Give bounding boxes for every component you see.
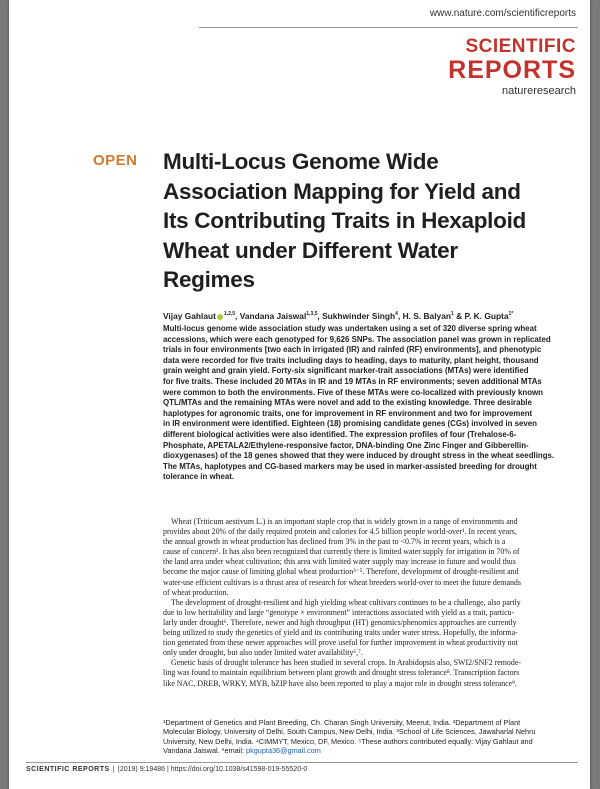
body-line: larly under drought⁶. Therefore, newer and high throughput (HT) genomics/phenomics approaches are currently — [163, 617, 517, 627]
title-line: Its Contributing Traits in Hexaploid — [163, 208, 526, 233]
author-name[interactable]: P. K. Gupta — [464, 310, 509, 321]
body-line: ling was found to maintain equilibrium between plant growth and drought stress tolerance⁸. Transcription factors — [163, 668, 520, 678]
abstract — [163, 324, 578, 483]
abstract-line: haplotypes for agronomic traits, one for improvement in RF environment and two for improvement — [163, 408, 533, 418]
affiliations — [163, 718, 578, 756]
author-name[interactable]: Sukhwinder Singh — [322, 310, 396, 321]
body-line: being utilized to study the genetics of yield and its contributing traits under water stress. Hopefully, the informa- — [163, 628, 518, 638]
affiliation-line: Molecular Biology, University of Delhi, South Campus, New Delhi, India. ³School of Life Sciences, Jawaharlal Nehru — [163, 727, 536, 737]
author-affiliation: 1* — [508, 311, 514, 317]
page-footer — [26, 766, 586, 773]
author-affiliation: 1 — [450, 311, 454, 317]
title-line: Multi-Locus Genome Wide — [163, 149, 439, 174]
abstract-line: trials in four environments [two each in irrigated (IR) and rainfed (RF) environments], and phenotypic — [163, 345, 542, 355]
abstract-line: grain weight and grain yield. Forty-six significant marker-trait associations (MTAs) were identified — [163, 366, 529, 376]
author-affiliation: 4 — [395, 311, 398, 317]
journal-logo — [448, 37, 576, 98]
article-page — [9, 0, 590, 789]
body-line: provides about 20% of the daily required protein and calories for 4.5 billion people world-over¹. In recent years, — [163, 527, 517, 537]
abstract-line: for five traits. These included 20 MTAs in IR and 19 MTAs in RF environments; seven additional MTAs — [163, 376, 542, 386]
author-name[interactable]: Vandana Jaiswal — [239, 310, 307, 321]
body-line: water-use efficient cultivars is a thrust area of research for wheat breeders world-over to meet the future demands — [163, 577, 521, 587]
author-name[interactable]: Vijay Gahlaut — [163, 310, 216, 321]
abstract-line: data were recorded for five traits including days to heading, days to maturity, plant height, thousand — [163, 355, 539, 365]
footer-citation[interactable]: (2019) 9:19486 | https://doi.org/10.1038/s41598-019-55520-0 — [117, 766, 308, 773]
abstract-line: were common to both the environments. Five of these MTAs were co-localized with previously known — [163, 387, 543, 397]
abstract-line: accessions, which were each genotyped for 9,626 SNPs. The association panel was grown in replicated — [163, 334, 551, 344]
body-line: become the major cause of limiting global wheat production³⁻⁵. Therefore, development of drought-resilient and — [163, 567, 519, 577]
abstract-line: tolerance in wheat. — [163, 472, 235, 482]
logo-line-scientific: SCIENTIFIC — [465, 36, 576, 57]
author-affiliation: 1,3,5 — [306, 311, 318, 317]
title-line: Regimes — [163, 267, 255, 292]
body-line: the land area under wheat cultivation; this area with limited water supply may increase in future and would thus — [163, 557, 516, 567]
abstract-line: different biological activities were also identified. The expression profiles of four (Trehalose-6- — [163, 429, 517, 439]
author-list: Vijay Gahlaut $^{1,2,5}$, Vandana Jaiswal$^{1,3,5}$, Sukhwinder Singh$^4$, H. S. Balyan$^1$ & P. K. Gupta$^{1*}$ — [163, 310, 514, 321]
body-line: due to low heritability and large “genotype × environment” interactions associated with yield as a trait, particu- — [163, 607, 515, 617]
abstract-line: QTL/MTAs and the remaining MTAs were novel and add to the existing knowledge. Three desirable — [163, 398, 532, 408]
affiliation-line — [163, 746, 578, 755]
body-text — [163, 517, 578, 689]
logo-publisher: natureresearch — [502, 85, 576, 97]
body-line: tion generated from these newer approaches will prove useful for further improvement in wheat productivity not — [163, 638, 518, 648]
body-line: only under drought, but also under limited water availability⁶,⁷. — [163, 648, 363, 658]
orcid-icon[interactable] — [217, 314, 223, 320]
header-rule — [199, 27, 578, 28]
abstract-line: Multi-locus genome wide association study was undertaken using a set of 320 diverse spring wheat — [163, 324, 537, 333]
abstract-line: The MTAs, haplotypes and CG-based markers may be used in marker-assisted breeding for drought — [163, 461, 537, 471]
logo-line-reports: REPORTS — [448, 56, 576, 84]
footer-rule — [26, 762, 578, 763]
body-line: Genetic basis of drought tolerance has been studied in several crops. In Arabidopsis also, SWI2/SNF2 remode- — [171, 658, 521, 668]
article-title — [163, 147, 583, 295]
body-line: The development of drought-resilient and high yielding wheat cultivars continues to be a challenge, also partly — [171, 597, 521, 607]
author-name[interactable]: H. S. Balyan — [402, 310, 451, 321]
body-line: like NAC, DREB, WRKY, MYB, bZIP have also been reported to play a major role in drought stress tolerance⁹. — [163, 678, 517, 688]
footer-separator: | — [112, 766, 115, 773]
body-line: the annual growth in wheat production has declined from 3% in the past to <0.7% in recent years, which is a — [163, 537, 506, 547]
body-line: Wheat (Triticum aestivum L.) is an important staple crop that is widely grown in a range of environments and — [171, 517, 518, 526]
body-line: cause of concern². It has also been recognized that currently there is limited water supply for irrigation in 70% of — [163, 547, 520, 557]
title-line: Association Mapping for Yield and — [163, 178, 521, 204]
footer-journal: SCIENTIFIC REPORTS — [26, 766, 110, 773]
email-link[interactable]: pkgupta36@gmail.com — [246, 746, 321, 756]
abstract-line: in IR environment were identified. Eighteen (18) promising candidate genes (CGs) involved in seven — [163, 419, 538, 429]
abstract-line: dioxygenases) of the 18 genes showed that they were induced by drought stress in the wheat seedlings. — [163, 451, 555, 461]
body-line: of wheat production. — [163, 587, 229, 597]
correspondence-label: Vandana Jaiswal. *email: — [163, 746, 244, 756]
author-affiliation: 1,2,5 — [223, 311, 236, 317]
abstract-line: Phosphate, APETALA2/Ethylene-responsive factor, DNA-binding One Zinc Finger and Gibberellin- — [163, 440, 529, 450]
affiliation-line: University, New Delhi, India. ⁴CIMMYT, Mexico, DF, Mexico. ⁵These authors contributed equally: Vijay Gahlaut and — [163, 736, 533, 746]
affiliation-line: ¹Department of Genetics and Plant Breeding, Ch. Charan Singh University, Meerut, India. ²Department of Plant — [163, 718, 521, 727]
open-access-label: OPEN — [93, 152, 138, 169]
journal-url[interactable]: www.nature.com/scientificreports — [429, 8, 576, 19]
title-line: Wheat under Different Water — [163, 237, 458, 263]
